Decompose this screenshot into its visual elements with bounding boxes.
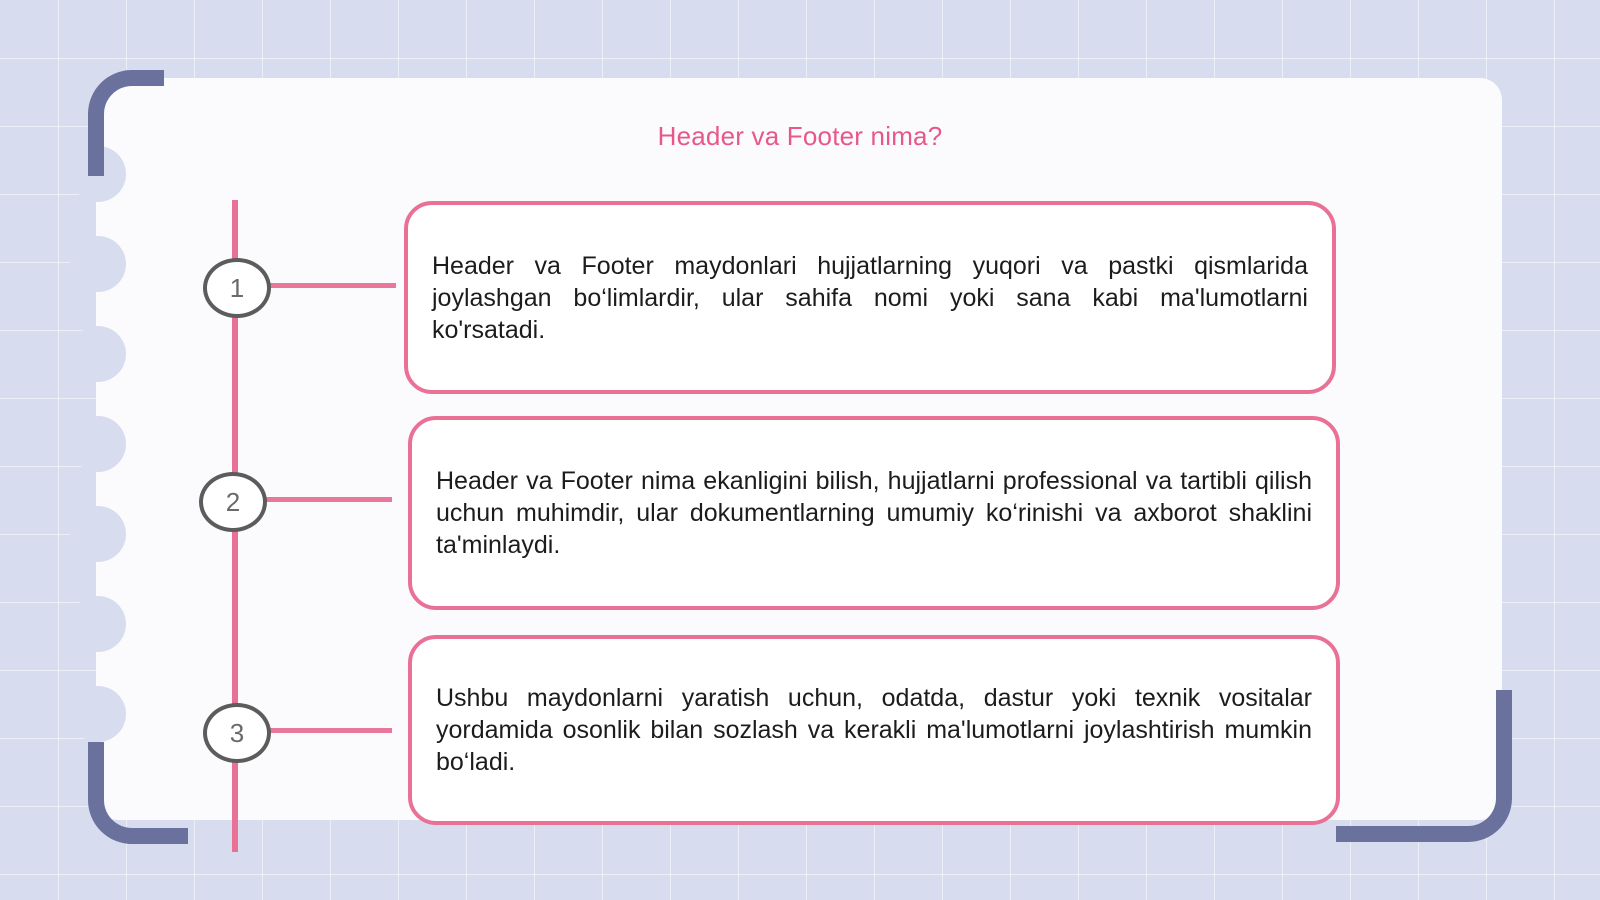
step-connector bbox=[268, 728, 392, 733]
card-edge-scallop bbox=[70, 416, 126, 472]
slide-title: Header va Footer nima? bbox=[657, 121, 943, 151]
step-text-2: Header va Footer nima ekanligini bilish, hujjatlarni professional va tartibli qilish uchun muhimdir, ular dokumentlarning umumiy ko‘rinishi va axborot shaklini ta'minlaydi. bbox=[436, 467, 1312, 559]
card-edge-scallop bbox=[70, 236, 126, 292]
card-edge-scallop bbox=[70, 326, 126, 382]
card-edge-scallop bbox=[70, 686, 126, 742]
step-box-2 bbox=[408, 416, 1340, 610]
step-connector bbox=[268, 283, 396, 288]
frame-corner-bottom-right bbox=[1336, 690, 1512, 842]
step-connector bbox=[264, 497, 392, 502]
card-edge-scallop bbox=[70, 506, 126, 562]
step-box-3 bbox=[408, 635, 1340, 825]
step-box-1 bbox=[404, 201, 1336, 394]
step-text-3: Ushbu maydonlarni yaratish uchun, odatda, dastur yoki texnik vositalar yordamida osonlik bilan sozlash va kerakli ma'lumotlarni joylashtirish mumkin bo‘ladi. bbox=[436, 684, 1312, 776]
card-edge-scallop bbox=[70, 596, 126, 652]
step-number-2: 2 bbox=[199, 472, 267, 532]
step-text-1: Header va Footer maydonlari hujjatlarning yuqori va pastki qismlarida joylashgan bo‘limlardir, ular sahifa nomi yoki sana kabi ma'lumotlarni ko'rsatadi. bbox=[432, 251, 1308, 344]
frame-corner-bottom-left bbox=[88, 742, 188, 844]
step-number-3: 3 bbox=[203, 703, 271, 763]
step-number-1: 1 bbox=[203, 258, 271, 318]
